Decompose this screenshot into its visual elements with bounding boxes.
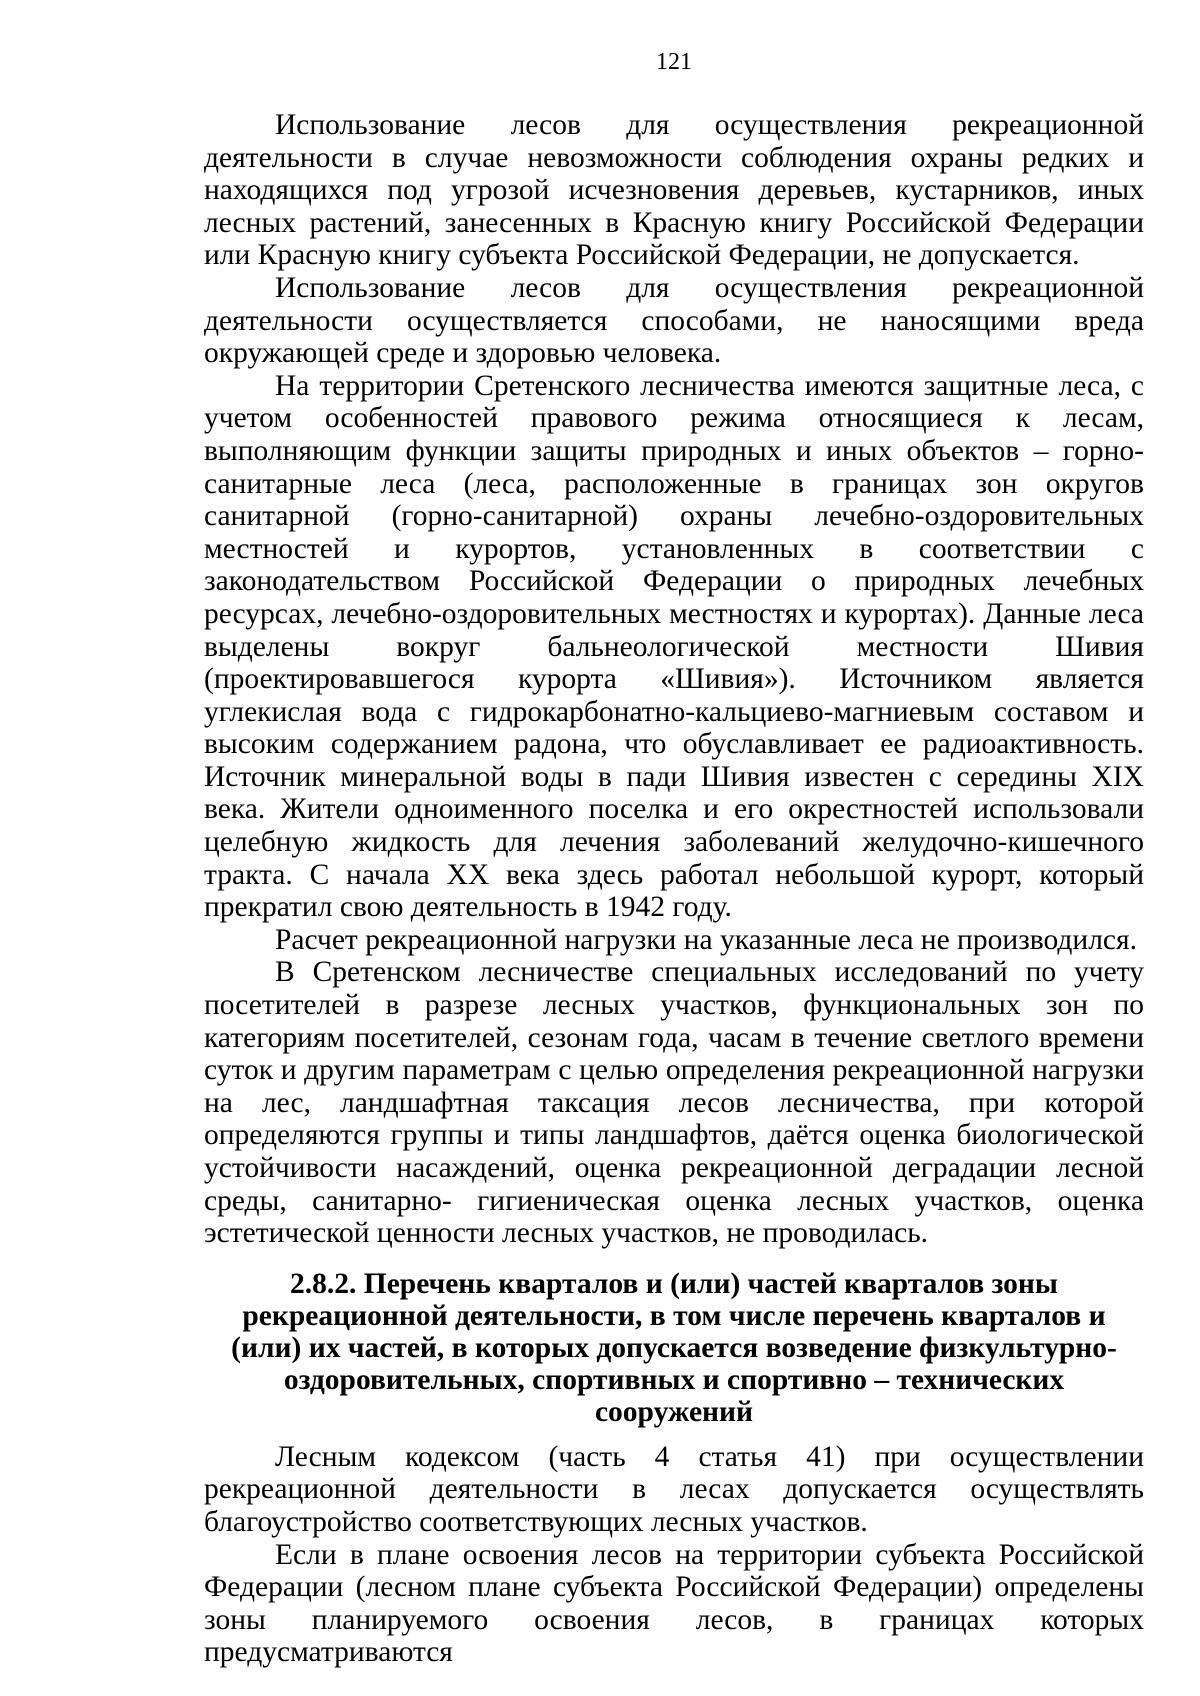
paragraph: Использование лесов для осуществления рекреационной деятельности осуществляется способами, не наносящими вреда окружающей среде и здоровью человека.: [204, 271, 1144, 370]
paragraph: Расчет рекреационной нагрузки на указанные леса не производился.: [275, 923, 1137, 956]
paragraph: На территории Сретенского лесничества имеются защитные леса, с учетом особенностей правового режима относящиеся к лесам, выполняющим функции защиты природных и иных объектов – горно-санитарные леса (леса, расположенные в границах зон округов санитарной (горно-санитарной) охраны лечебно-оздоровительных местностей и курортов, установленных в соответствии с законодательством Российской Федерации о природных лечебных ресурсах, лечебно-оздоровительных местностях и курортах). Данные леса выделены вокруг бальнеологической местности Шивия (проектировавшегося курорта «Шивия»). Источником является углекислая вода с гидрокарбонатно-кальциево-магниевым составом и высоким содержанием радона, что обуславливает ее радиоактивность. Источник минеральной воды в пади Шивия известен с середины XIX века. Жители одноименного поселка и его окрестностей использовали целебную жидкость для лечения заболеваний желудочно-кишечного тракта. С начала XX века здесь работал небольшой курорт, который прекратил свою деятельность в 1942 году.: [204, 369, 1144, 924]
document-page: [204, 48, 1144, 1669]
paragraph: Использование лесов для осуществления рекреационной деятельности в случае невозможности соблюдения охраны редких и находящихся под угрозой исчезновения деревьев, кустарников, иных лесных растений, занесенных в Красную книгу Российской Федерации или Красную книгу субъекта Российской Федерации, не допускается.: [204, 109, 1144, 272]
page-number: 121: [656, 49, 692, 75]
paragraph: В Сретенском лесничестве специальных исследований по учету посетителей в разрезе лесных участков, функциональных зон по категориям посетителей, сезонам года, часам в течение светлого времени суток и другим параметрам с целью определения рекреационной нагрузки на лес, ландшафтная таксация лесов лесничества, при которой определяются группы и типы ландшафтов, даётся оценка биологической устойчивости насаждений, оценка рекреационной деградации лесной среды, санитарно- гигиеническая оценка лесных участков, оценка эстетической ценности лесных участков, не проводилась.: [204, 956, 1144, 1250]
paragraph: Если в плане освоения лесов на территории субъекта Российской Федерации (лесном плане субъекта Российской Федерации) определены зоны планируемого освоения лесов, в границах которых предусматриваются: [204, 1538, 1144, 1669]
section-heading: 2.8.2. Перечень кварталов и (или) частей кварталов зоны рекреационной деятельности, в том числе перечень кварталов и (или) их частей, в которых допускается возведение физкультурно-оздоровительных, спортивных и спортивно – технических сооружений: [231, 1267, 1117, 1428]
paragraph: Лесным кодексом (часть 4 статья 41) при осуществлении рекреационной деятельности в лесах допускается осуществлять благоустройство соответствующих лесных участков.: [204, 1440, 1144, 1538]
